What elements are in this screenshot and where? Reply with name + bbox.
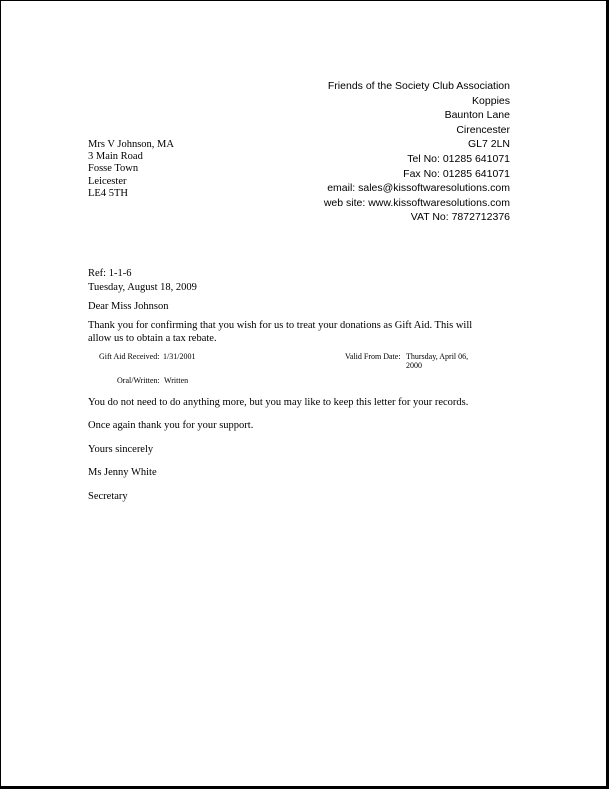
sender-postcode: GL7 2LN [467,138,510,151]
salutation: Dear Miss Johnson [88,301,169,312]
sender-address-line: Baunton Lane [444,109,510,122]
oral-written-value: Written [164,376,189,385]
sender-telephone: Tel No: 01285 641071 [407,152,510,165]
letter-date: Tuesday, August 18, 2009 [88,281,197,293]
closing: Yours sincerely [88,444,154,455]
recipient-name: Mrs V Johnson, MA [88,139,174,150]
body-paragraph-thanks: Once again thank you for your support. [88,420,254,431]
valid-from-date-label: Valid From Date: [345,352,401,361]
signer-name: Ms Jenny White [88,467,157,478]
body-paragraph-records: You do not need to do anything more, but you may like to keep this letter for your records. [88,397,469,408]
valid-from-date-value: Thursday, April 06, 2000 [406,352,469,370]
reference-number: Ref: 1-1-6 [88,268,132,279]
gift-aid-received-value: 1/31/2001 [163,352,196,361]
sender-email: email: sales@kissoftwaresolutions.com [327,182,510,195]
sender-address-line: Cirencester [456,123,510,136]
recipient-address-line: Fosse Town [88,163,139,175]
sender-address-line: Koppies [472,94,510,107]
sender-fax: Fax No: 01285 641071 [403,167,510,180]
gift-aid-received-label: Gift Aid Received: [99,352,160,361]
signer-title: Secretary [88,491,128,502]
body-paragraph-gift-aid: Thank you for confirming that you wish for us to treat your donations as Gift Aid. This will allow us to obtain a tax rebate. [88,320,473,344]
sender-address-block [324,79,510,225]
oral-written-label: Oral/Written: [117,376,160,385]
sender-website: web site: www.kissoftwaresolutions.com [323,196,510,209]
recipient-address-line: Leicester [88,175,127,187]
sender-vat-number: VAT No: 7872712376 [410,211,510,224]
reference-block [88,267,197,294]
sender-organisation: Friends of the Society Club Association [327,80,510,92]
recipient-postcode: LE4 5TH [88,187,128,199]
recipient-address-block [88,139,174,200]
recipient-address-line: 3 Main Road [88,151,143,163]
